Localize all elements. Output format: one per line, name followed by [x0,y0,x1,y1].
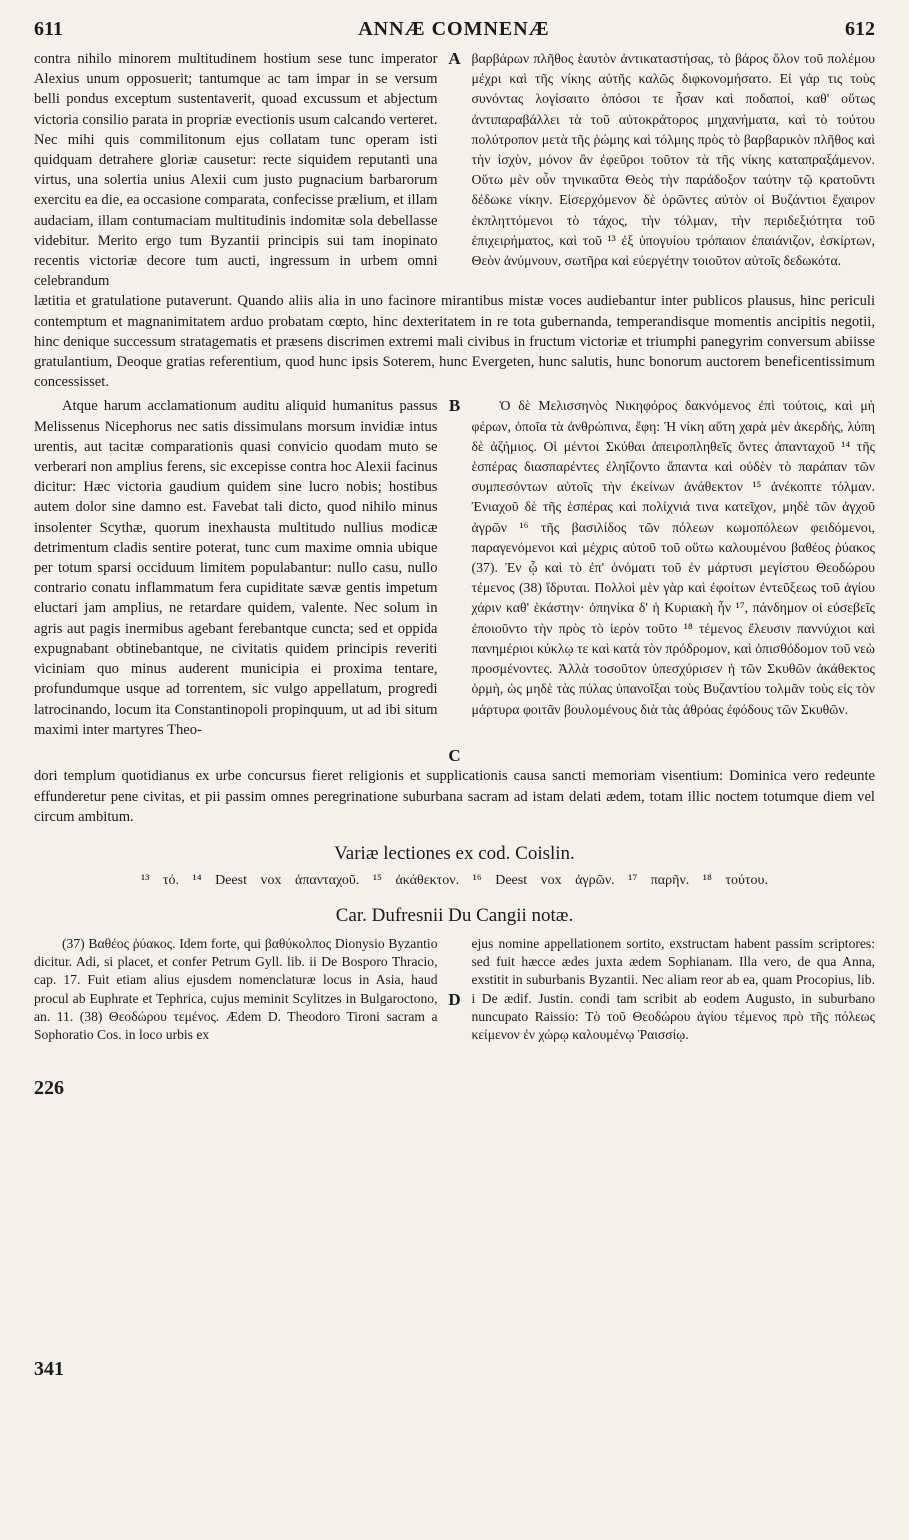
marker-b: B C [448,396,461,766]
margin-number-341: 341 [34,1358,64,1380]
running-title: ANNÆ COMNENÆ [358,18,550,40]
greek-column-a: βαρβάρων πλῆθος ἑαυτὸν ἀντικαταστήσας, τὸ βάρος ὅλον τοῦ πολέμου μέχρι καὶ τῆς νίκης αὐτῆς καλῶς διφκονομήσατο. Εἰ γάρ τις τοὺς συνόντας λογίσαιτο ὁπόσοι τε ἦσαν καὶ ποδαποί, καθ' οὕτως ἀντιπαραβάλλει τὰ τοῦ αὐτοκράτορος μηχανήματα, καὶ τὸ τούτου πολύτροπον μετὰ τῆς ῥώμης καὶ τόλμης πρὸς τὸ βαρβαρικὸν πλῆθος καὶ τὴν ἰσχὺν, μόνον ἂν ἐφεῦροι τοῦτον τὰ τῆς νίκης καταπραξάμενον. Οὕτω μὲν οὖν τηνικαῦτα Θεὸς τὴν παράδοξον ταύτην τῷ κρατοῦντι δέδωκε νίκην. Εἰσερχόμενον δὲ ὁρῶντες αὐτὸν οἱ Βυζάντιοι ἔχαιρον ἐκπληττόμενοι τὸ τάχος, τὴν τόλμαν, τὴν περιδεξιότητα τοῦ ἐπιχειρήματος, καὶ τοῦ ¹³ ἐξ ὑπογυίου τρόπαιον ἐπαιάνιζον, ἐσκίρτων, Θεὸν ἀνύμνουν, σωτῆρα καὶ εὐεργέτην τοιοῦτον αὐτοῖς δεδωκότα. [471,51,875,269]
page-header [34,18,875,41]
margin-number-226: 226 [34,1077,64,1099]
variants-title: Variæ lectiones ex cod. Coislin. [334,843,575,865]
notes-left: (37) Βαθέος ῥύακος. Idem forte, qui βαθύκολπος Dionysio Byzantio dicitur. Adi, si placet, et confer Petrum Gyll. lib. ii De Bosporo Thracio, cap. 17. Fuit etiam alius ejusdem nomenclaturæ locus in Asia, haud procul ab Euphrate et Tephrica, cujus meminit Scylitzes in Bulgaroctono, an. 11. (38) Θεοδώρου τεμένος. Ædem D. Theodoro Tironi sacram a Sophoratio Cos. in loco urbis ex [34,936,438,1043]
latin-column-b: Atque harum acclamationum auditu aliquid humanitus passus Melissenus Nicephorus nec satis dissimulans morsum invidiæ intus urentis, aut tacitæ comparationis quasi convicio quodam muto se verberari non amplius ferens, sic excepisse contra hoc Alexii facinus dicitur: Hæc victoria gaudium quidem sine lucro nobis; hostibus autem dolor sine damno est. Favebat tali dicto, quod nihilo minus insolenter Scythæ, quorum inexhausta multitudo nullius modicæ detrimentum cladis sentire poterat, tunc cum maxime omnia ubique per totum sparsi occiduum limitem populabantur: nullo casu, nullo contrario conatu inflammatum fera cupiditate sævæ gentis impetum eluctari jam amplius, ne retardare quidem, valente. Nec solum in agris aut pagis inermibus agebant ferebantque cuncta; sed et oppida expugnabant obtinebantque, ne civitatis quidem principis reveriti viciniam quo minus auderent municipia ei proxima tentare, profundumque usque ad torrentem, sic vulgo appellatum, progredi latrocinando, locum ita Constantinopoli propinquum, ut ad ibi situm maximi inter martyres Theo- [34,398,438,738]
page-number-right: 612 [845,18,875,40]
section-b [34,396,875,766]
latin-column-a: contra nihilo minorem multitudinem hostium sese tunc imperator Alexius unum opposuerit; tantumque ac tam impar in se versum belli pondus exceptum sustentaverit, quoad excussum et abjectum victoria consilio parata in propriæ evectionis usum calcando verteret. Nec mihi quis commilitonum ejus collatam tunc operam isti quidquam detrahere gloriæ causetur: recte siquidem reputanti una virtus, una solertia unius Alexii cum justo pugnacium barbarorum exercitu ea die, ea occasione comparata, confecisse prælium, et illam audaciam, illam contumaciam multitudinis indomitæ sola debellasse videbitur. Merito ergo tum Byzantii principis sui tam inopinato recentis victoriæ decore tum aucti, ingressum in urbem omni celebrandum [34,51,438,290]
notes-section [34,935,875,1044]
full-width-paragraph-2: dori templum quotidianus ex urbe concursus fieret religionis et supplicationis causa sancti memoriam visentium: Dominica vero redeunte effunderetur pene civitas, et pii passim omnes peregrinatione suburbana sacram ad istam delati ædem, totam illic noctem totumque diem vel circum ambitum. [34,768,875,825]
greek-column-b: Ὁ δὲ Μελισσηνὸς Νικηφόρος δακνόμενος ἐπὶ τούτοις, καὶ μὴ φέρων, ὁποῖα τὰ ἀνθρώπινα, ἔφη: Ἡ νίκη αὕτη χαρὰ μὲν ἀκερδής, λύπη δὲ ἀζήμιος. Οἱ μέντοι Σκύθαι ἀπειροπληθεῖς ὄντες ἁπανταχοῦ ¹⁴ τῆς ἑσπέρας διασπαρέντες ἐληΐζοντο ἅπαντα καὶ οὐδὲν τὸ παράπαν τῶν συμπεσόντων αὐτοῖς τὴν ἐκείνων ἀνάθεκτον ¹⁵ ἀνέκοπτε τόλμαν. Ἐνιαχοῦ δὲ τῆς ἑσπέρας καὶ πολίχνιά τινα κατεῖχον, μηδὲ τῶν ἀγχοῦ ἀγρῶν ¹⁶ τῆς βασιλίδος τῶν πόλεων κωμοπόλεων φειδόμενοι, παραγενόμενοι καὶ μέχρις αὐτοῦ τοῦ οὕτω καλουμένου βαθέος ῥύακος (37). Ἐν ᾧ καὶ τὸ ἐπ' ὀνόματι τοῦ ἐν μάρτυσι μεγίστου Θεοδώρου τέμενος (38) ἵδρυται. Πολλοὶ μὲν γὰρ καὶ ἐφοίτων ἐντεῦξεως τοῦ ἁγίου χάριν καθ' ἑκάστην· ὁπηνίκα δ' ἡ Κυριακὴ ἦν ¹⁷, πάνδημον οἱ εὐσεβεῖς ἐποιοῦντο τὴν πρὸς τὸ ἱερὸν τοῦτο ¹⁸ τέμενος ἔλευσιν παννύχιοι καὶ πανημέριοι κύκλῳ τε καὶ κατὰ τὸν πρόδρομον, καὶ ὀπισθόδομον τοῦ νεὼ προσμένοντες. Ἀλλὰ τοσοῦτον ὑπεσχύρισεν ἡ τῶν Σκυθῶν ἀκάθεκτος ὁρμὴ, ὡς μηδὲ τὰς πύλας ὑπανοῖξαι τοὺς Βυζαντίου τολμᾶν τοὺς εἰς τὸν μάρτυρα φοιτᾶν βουλομένους διὰ τὰς ἀθρόας ἐφόδους τῶν Σκυθῶν. [471,398,875,717]
section-a [34,49,875,291]
marker-d: D [448,990,461,1010]
marker-a: A [448,49,461,68]
notes-title: Car. Dufresnii Du Cangii notæ. [335,905,574,927]
full-width-paragraph: lætitia et gratulatione putaverunt. Quando aliis alia in uno facinore mirantibus mistæ voces audiebantur inter publicos plausus, hinc periculi contemptum et magnanimitatem arduo probatam cœpto, hinc dexteritatem in re tota gubernanda, temperandisque momentis ancipitis negotii, hinc denique successum stratagematis et præsens discrimen extremi mali civibus in fructum victoriæ et triumphi panegyrim conversum abiisse gratulantium, Deoque gratias referentium, quod hunc ipsis Soterem, hunc Evergeten, hunc salutis, hunc bonorum auctorem beneficentissimum concessisset. [34,293,875,391]
notes-right: ejus nomine appellationem sortito, exstructam habent passim scriptores: sed fuit hæcce ædes juxta ædem Sophianam. Illa vero, de qua Anna, exstitit in suburbanis Byzantii. Nec aliam reor ab ea, quam Procopius, lib. i De ædif. Justin. condi tam scribit ab eodem Augusto, in suburbano nuncupato Raissio: Τὸ τοῦ Θεοδώρου ἁγίου τέμενος πρὸ τῆς πόλεως κείμενον ἐν χώρῳ καλουμένῳ Ῥαισσίῳ. [471,936,875,1043]
page-number-left: 611 [34,18,63,40]
variants-list: ¹³ τό. ¹⁴ Deest vox ἁπανταχοῦ. ¹⁵ ἀκάθεκτον. ¹⁶ Deest vox ἀγρῶν. ¹⁷ παρῆν. ¹⁸ τούτου. [141,873,768,889]
